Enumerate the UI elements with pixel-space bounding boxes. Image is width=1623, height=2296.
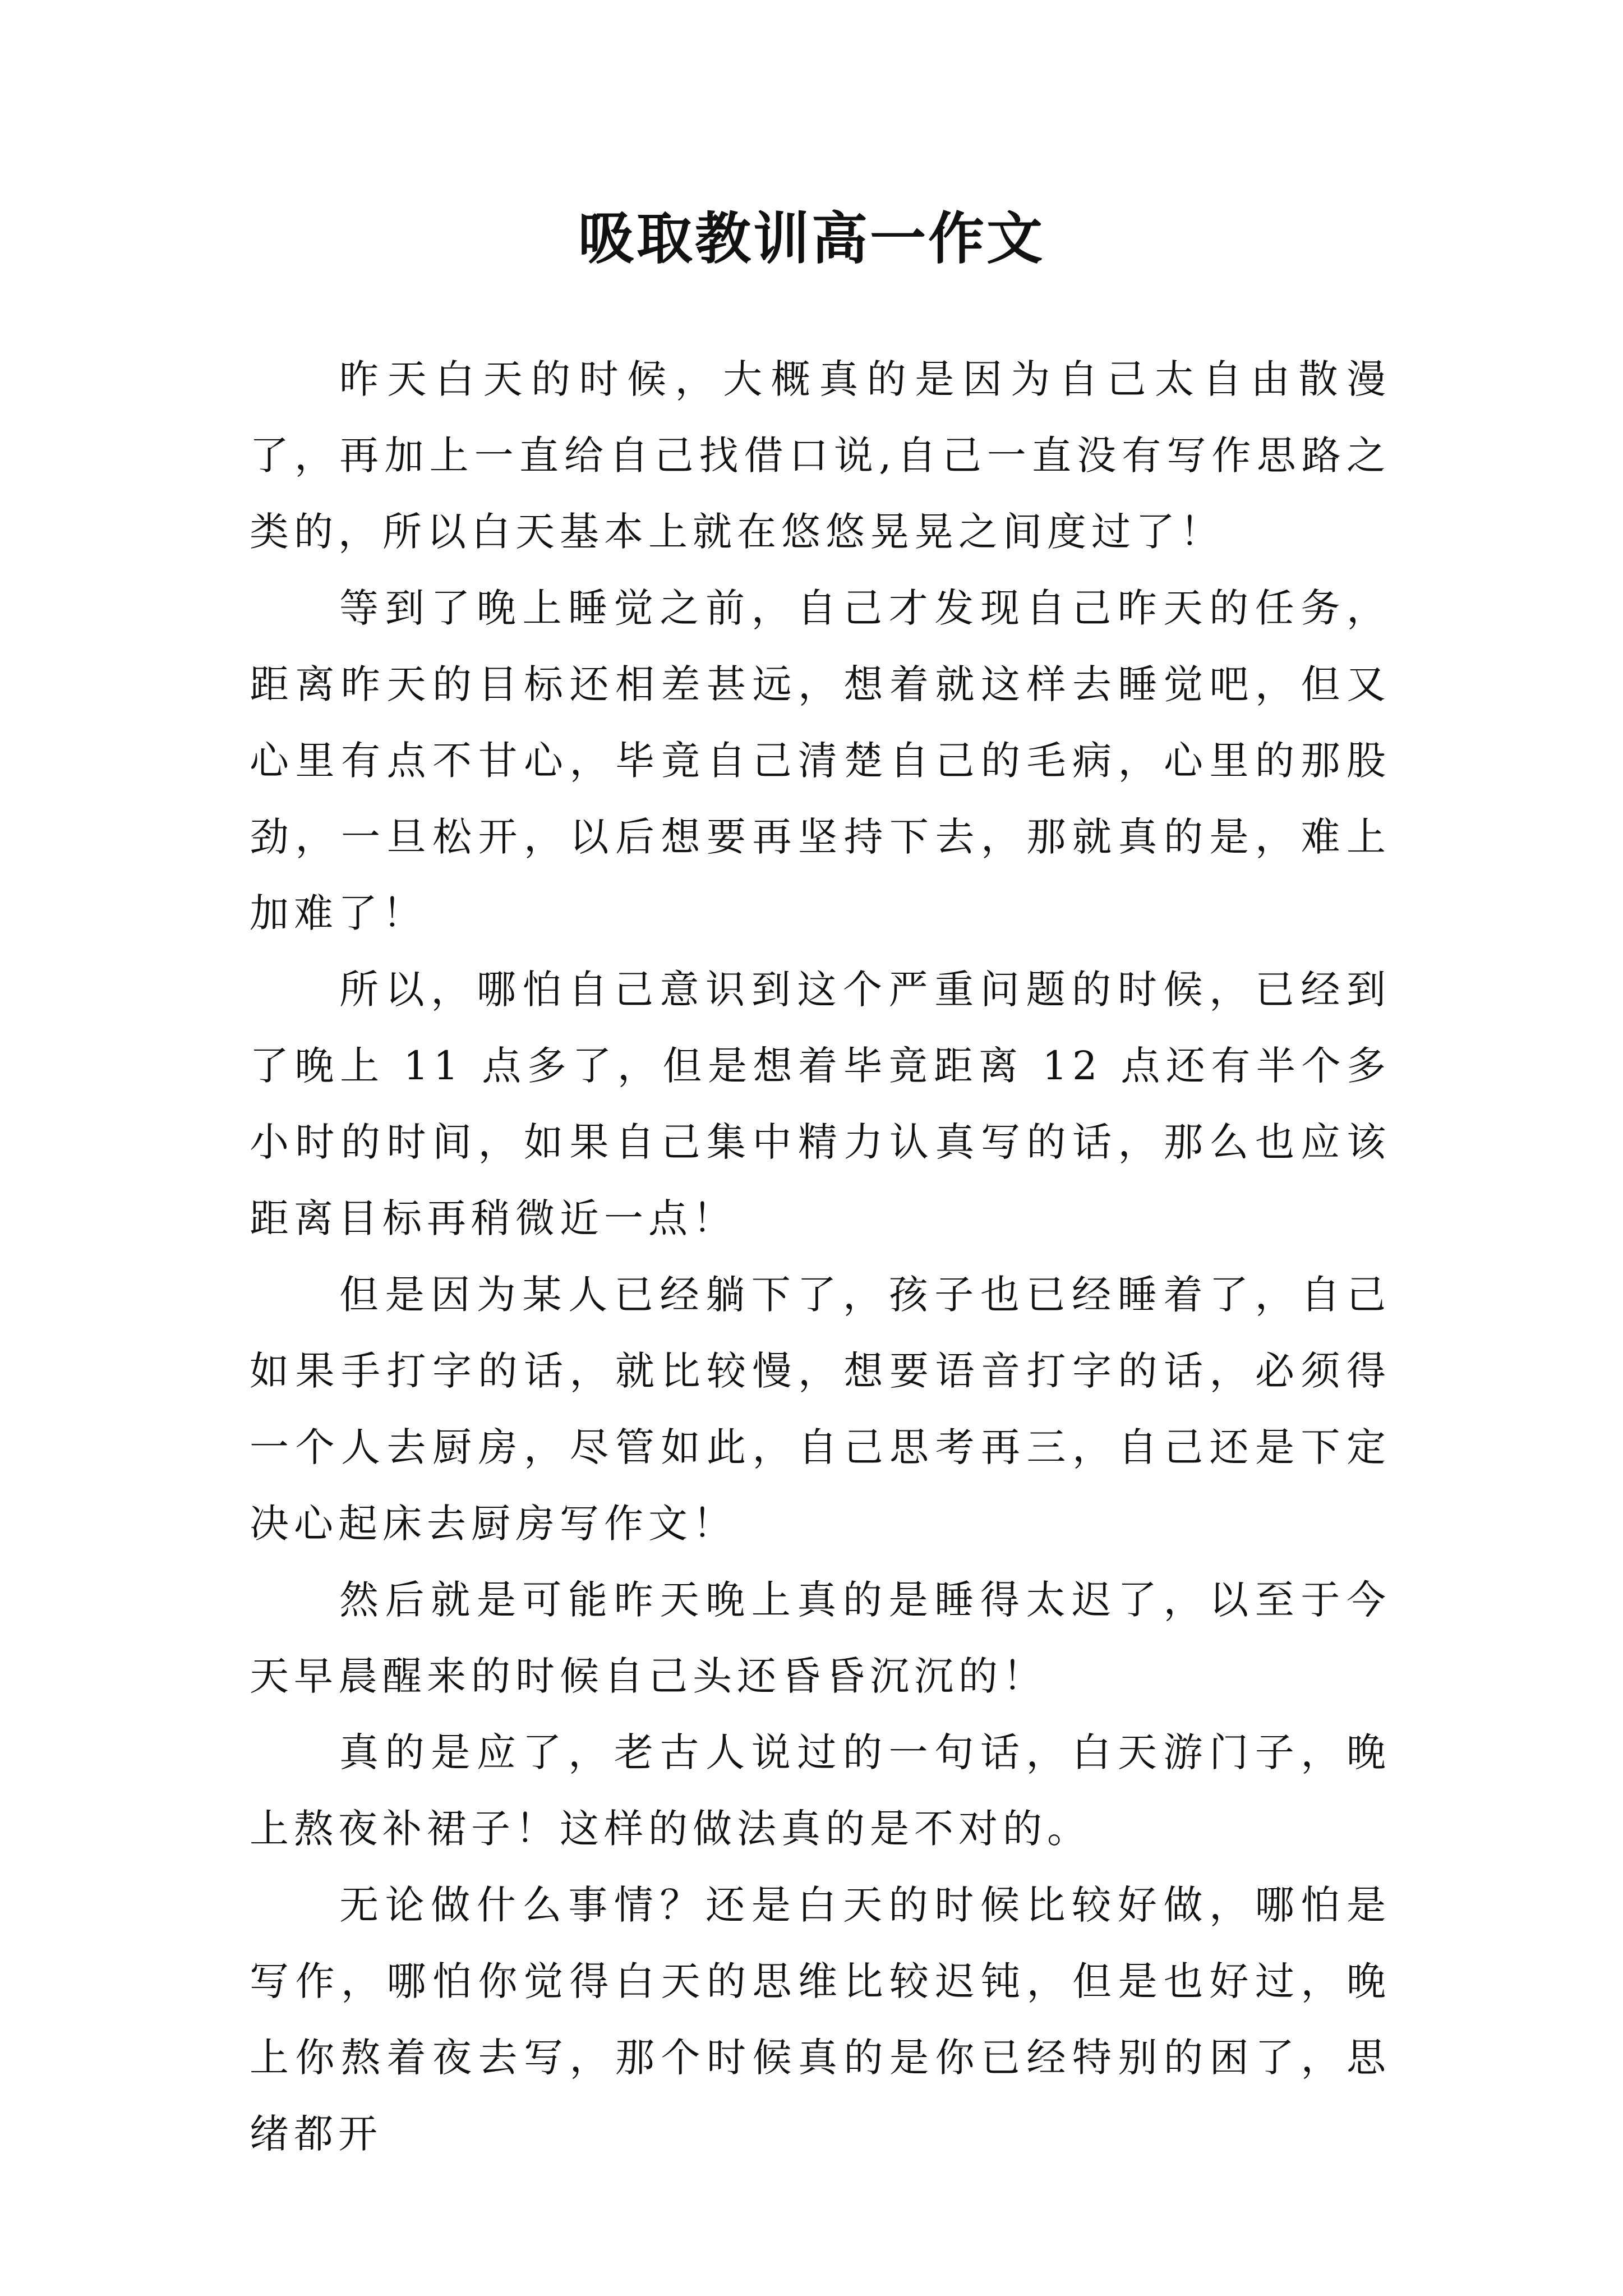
paragraph-5: 然后就是可能昨天晚上真的是睡得太迟了，以至于今天早晨醒来的时候自己头还昏昏沉沉的！ bbox=[250, 1577, 1391, 1699]
paragraph-3: 所以，哪怕自己意识到这个严重问题的时候，已经到了晚上 11 点多了，但是想着毕竟距离 12 点还有半个多小时的时间，如果自己集中精力认真写的话，那么也应该距离目标再稍微近一点！ bbox=[250, 967, 1391, 1241]
paragraph-4: 但是因为某人已经躺下了，孩子也已经睡着了，自己如果手打字的话，就比较慢，想要语音打字的话，必须得一个人去厨房，尽管如此，自己思考再三，自己还是下定决心起床去厨房写作文！ bbox=[250, 1272, 1391, 1547]
document-body bbox=[250, 341, 1391, 2172]
paragraph-2: 等到了晚上睡觉之前，自己才发现自己昨天的任务，距离昨天的目标还相差甚远，想着就这样去睡觉吧，但又心里有点不甘心，毕竟自己清楚自己的毛病，心里的那股劲，一旦松开，以后想要再坚持下去，那就真的是，难上加难了！ bbox=[250, 585, 1391, 936]
paragraph-6: 真的是应了，老古人说过的一句话，白天游门子，晚上熬夜补裙子！这样的做法真的是不对的。 bbox=[250, 1729, 1391, 1852]
page-title: 吸取教训高一作文 bbox=[578, 205, 1045, 272]
paragraph-1: 昨天白天的时候，大概真的是因为自己太自由散漫了，再加上一直给自己找借口说,自己一直没有写作思路之类的，所以白天基本上就在悠悠晃晃之间度过了！ bbox=[250, 356, 1391, 555]
paragraph-7: 无论做什么事情？还是白天的时候比较好做，哪怕是写作，哪怕你觉得白天的思维比较迟钝，但是也好过，晚上你熬着夜去写，那个时候真的是你已经特别的困了，思绪都开 bbox=[250, 1882, 1391, 2157]
